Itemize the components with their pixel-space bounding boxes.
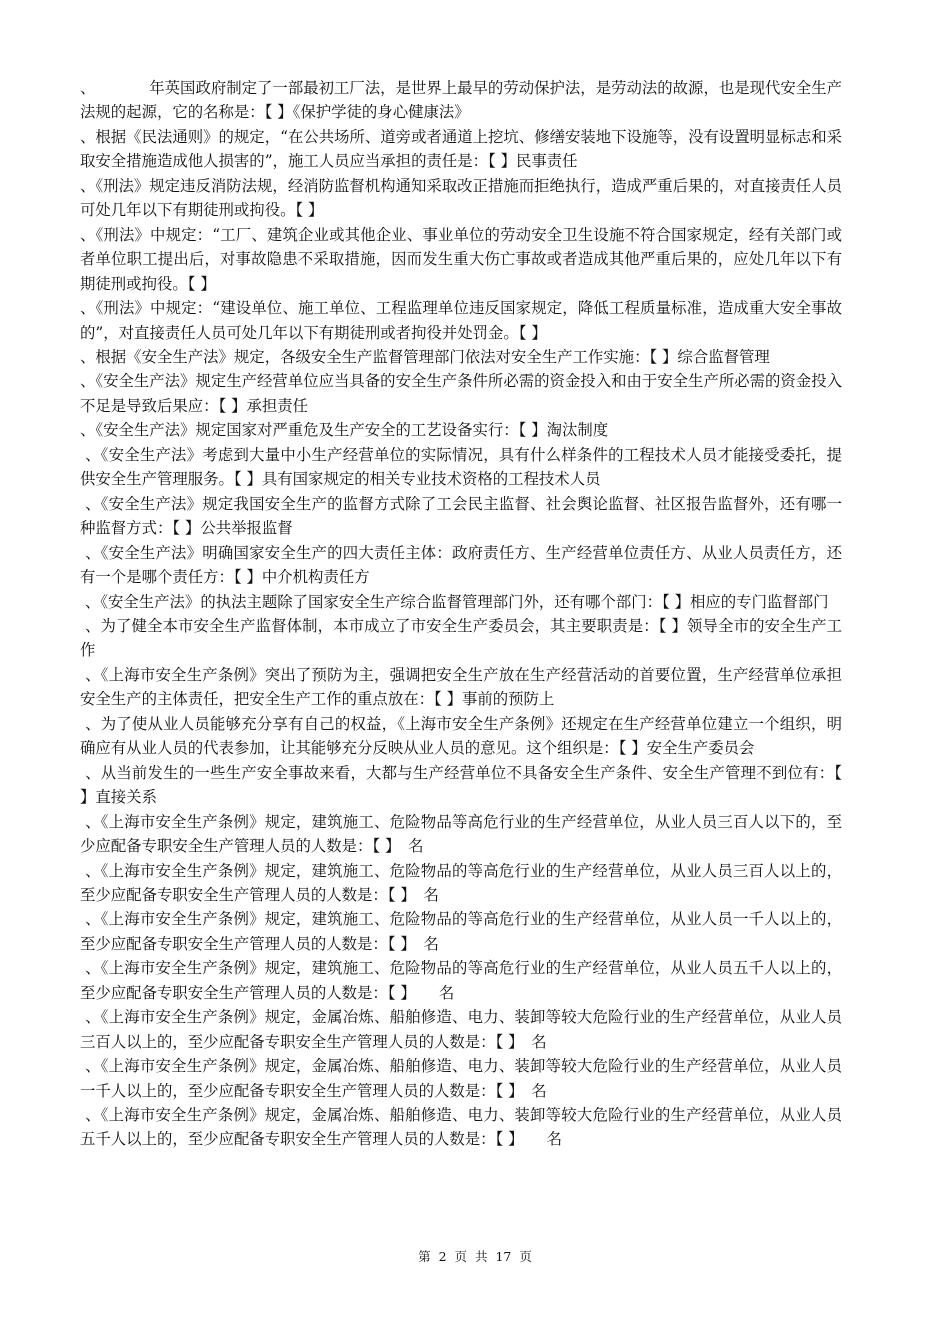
question-item: 、《上海市安全生产条例》规定，建筑施工、危险物品等高危行业的生产经营单位，从业人员三百人以下的，至少应配备专职安全生产管理人员的人数是：【 】 名 (80, 812, 842, 856)
question-item: 、《刑法》规定违反消防法规，经消防监督机构通知采取改正措施而拒绝执行，造成严重后果的，对直接责任人员可处几年以下有期徒刑或拘役。【 】 (80, 176, 842, 220)
question-item: 、《安全生产法》明确国家安全生产的四大责任主体：政府责任方、生产经营单位责任方、从业人员责任方，还有一个是哪个责任方：【 】中介机构责任方 (80, 543, 842, 587)
question-item: 、 年英国政府制定了一部最初工厂法，是世界上最早的劳动保护法，是劳动法的故源，也是现代安全生产法规的起源，它的名称是：【 】《保护学徒的身心健康法》 (80, 79, 842, 122)
document-body (80, 76, 842, 1152)
question-item: 、《安全生产法》考虑到大量中小生产经营单位的实际情况，具有什么样条件的工程技术人员才能接受委托，提供安全生产管理服务。【 】具有国家规定的相关专业技术资格的工程技术人员 (80, 445, 842, 489)
question-item: 、《上海市安全生产条例》规定，金属冶炼、船舶修造、电力、装卸等较大危险行业的生产经营单位，从业人员一千人以上的，至少应配备专职安全生产管理人员的人数是：【 】 名 (80, 1057, 842, 1100)
question-item: 、《刑法》中规定：“工厂、建筑企业或其他企业、事业单位的劳动安全卫生设施不符合国家规定，经有关部门或者单位职工提出后，对事故隐患不采取措施，因而发生重大伤亡事故或者造成其他严重后果的，应处几年以下有期徒刑或拘役。【 】 (80, 225, 842, 293)
question-item: 、《上海市安全生产条例》规定，建筑施工、危险物品的等高危行业的生产经营单位，从业人员一千人以上的，至少应配备专职安全生产管理人员的人数是：【 】 名 (80, 910, 842, 953)
question-item: 、《上海市安全生产条例》规定，金属冶炼、船舶修造、电力、装卸等较大危险行业的生产经营单位，从业人员五千人以上的，至少应配备专职安全生产管理人员的人数是：【 】 名 (80, 1106, 842, 1149)
question-item: 、从当前发生的一些生产安全事故来看，大都与生产经营单位不具备安全生产条件、安全生产管理不到位有：【 】直接关系 (80, 763, 842, 807)
question-item: 、《上海市安全生产条例》规定，金属冶炼、船舶修造、电力、装卸等较大危险行业的生产经营单位，从业人员三百人以上的，至少应配备专职安全生产管理人员的人数是：【 】 名 (80, 1008, 842, 1051)
question-item: 、为了使从业人员能够充分享有自己的权益，《上海市安全生产条例》还规定在生产经营单位建立一个组织，明确应有从业人员的代表参加，让其能够充分反映从业人员的意见。这个组织是：【 】安全生产委员会 (80, 714, 842, 758)
question-item: 、《上海市安全生产条例》突出了预防为主，强调把安全生产放在生产经营活动的首要位置，生产经营单位承担安全生产的主体责任，把安全生产工作的重点放在：【 】事前的预防上 (80, 665, 842, 709)
question-item: 、为了健全本市安全生产监督体制，本市成立了市安全生产委员会，其主要职责是：【 】领导全市的安全生产工作 (80, 616, 842, 660)
question-item: 、《安全生产法》的执法主题除了国家安全生产综合监督管理部门外，还有哪个部门：【 】相应的专门监督部门 (80, 592, 829, 611)
page-footer: 第 2 页 共 17 页 (418, 1249, 532, 1264)
question-item: 、《安全生产法》规定国家对严重危及生产安全的工艺设备实行：【 】淘汰制度 (80, 421, 609, 440)
question-item: 、《刑法》中规定：“建设单位、施工单位、工程监理单位违反国家规定，降低工程质量标准，造成重大安全事故的”，对直接责任人员可处几年以下有期徒刑或者拘役并处罚金。【 】 (80, 299, 842, 342)
question-item: 、根据《民法通则》的规定，“在公共场所、道旁或者通道上挖坑、修缮安装地下设施等，没有设置明显标志和采取安全措施造成他人损害的”，施工人员应当承担的责任是：【 】民事责任 (80, 127, 843, 171)
question-item: 、《安全生产法》规定我国安全生产的监督方式除了工会民主监督、社会舆论监督、社区报告监督外，还有哪一种监督方式：【 】公共举报监督 (80, 494, 842, 538)
question-item: 、《安全生产法》规定生产经营单位应当具备的安全生产条件所必需的资金投入和由于安全生产所必需的资金投入不足是导致后果应：【 】承担责任 (80, 372, 842, 415)
question-item: 、《上海市安全生产条例》规定，建筑施工、危险物品的等高危行业的生产经营单位，从业人员三百人以上的，至少应配备专职安全生产管理人员的人数是：【 】 名 (80, 861, 842, 904)
question-item: 、《上海市安全生产条例》规定，建筑施工、危险物品的等高危行业的生产经营单位，从业人员五千人以上的，至少应配备专职安全生产管理人员的人数是：【 】 名 (80, 959, 842, 1002)
question-item: 、根据《安全生产法》规定，各级安全生产监督管理部门依法对安全生产工作实施：【 】综合监督管理 (80, 347, 770, 366)
